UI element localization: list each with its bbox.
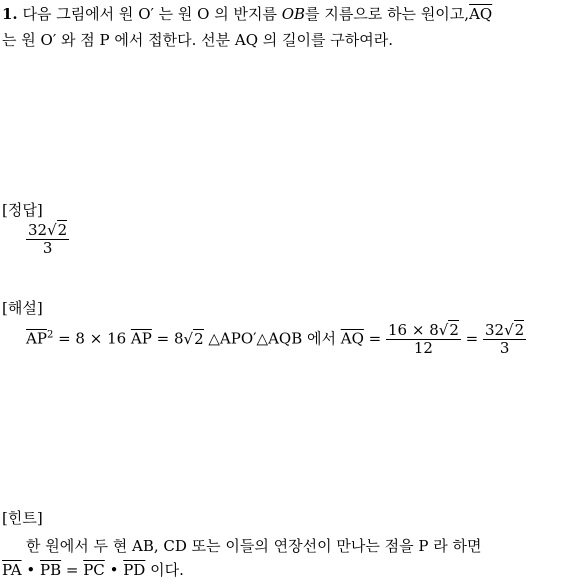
- problem-line-2: [2, 30, 393, 50]
- problem-text-2: 는 원 O′ 와 점 P 에서 접한다. 선분 AQ 의 길이를 구하여라.: [2, 31, 393, 49]
- answer-value: [26, 222, 69, 257]
- answer-fraction: [26, 222, 69, 257]
- problem-text-1a: 다음 그림에서 원 O′ 는 원 O 의 반지름: [22, 5, 282, 23]
- explanation-fraction-1: $\frac{16 \times 8√2}{12}$: [388, 321, 459, 357]
- hint-line-2: $\overline{PA}$ • $\overline{PB} = \overline{PC}$ • $\overline{PD}$ 이다.: [2, 561, 184, 579]
- explanation-fraction-2: $\frac{32√2}{3}$: [484, 321, 525, 357]
- hint-label: [힌트]: [2, 509, 43, 527]
- answer-numerator: 32√2: [28, 221, 68, 239]
- explanation-label: [해설]: [2, 299, 43, 317]
- problem-text-1b: 를 지름으로 하는 원이고,: [305, 5, 470, 23]
- answer-denominator: 3: [42, 239, 53, 257]
- problem-segment-aq: $\overline{AQ}$: [469, 5, 493, 23]
- problem-number: 1.: [2, 5, 18, 23]
- hint-line-1: 한 원에서 두 현 AB, CD 또는 이들의 연장선이 만나는 점을 P 라 하면: [26, 537, 482, 555]
- problem-line-1: [2, 4, 492, 24]
- explanation-formula: $\overline{AP}^2 = 8 \times 16$ $\overline{AP} = 8√2$ △APO′△AQB 에서 $\overline{AQ}$ = $\frac{16 \times 8√2}{12}$ = $\frac{32√2}{3}$: [26, 321, 525, 357]
- answer-label: [정답]: [2, 201, 43, 219]
- problem-var-ob: OB: [281, 5, 306, 23]
